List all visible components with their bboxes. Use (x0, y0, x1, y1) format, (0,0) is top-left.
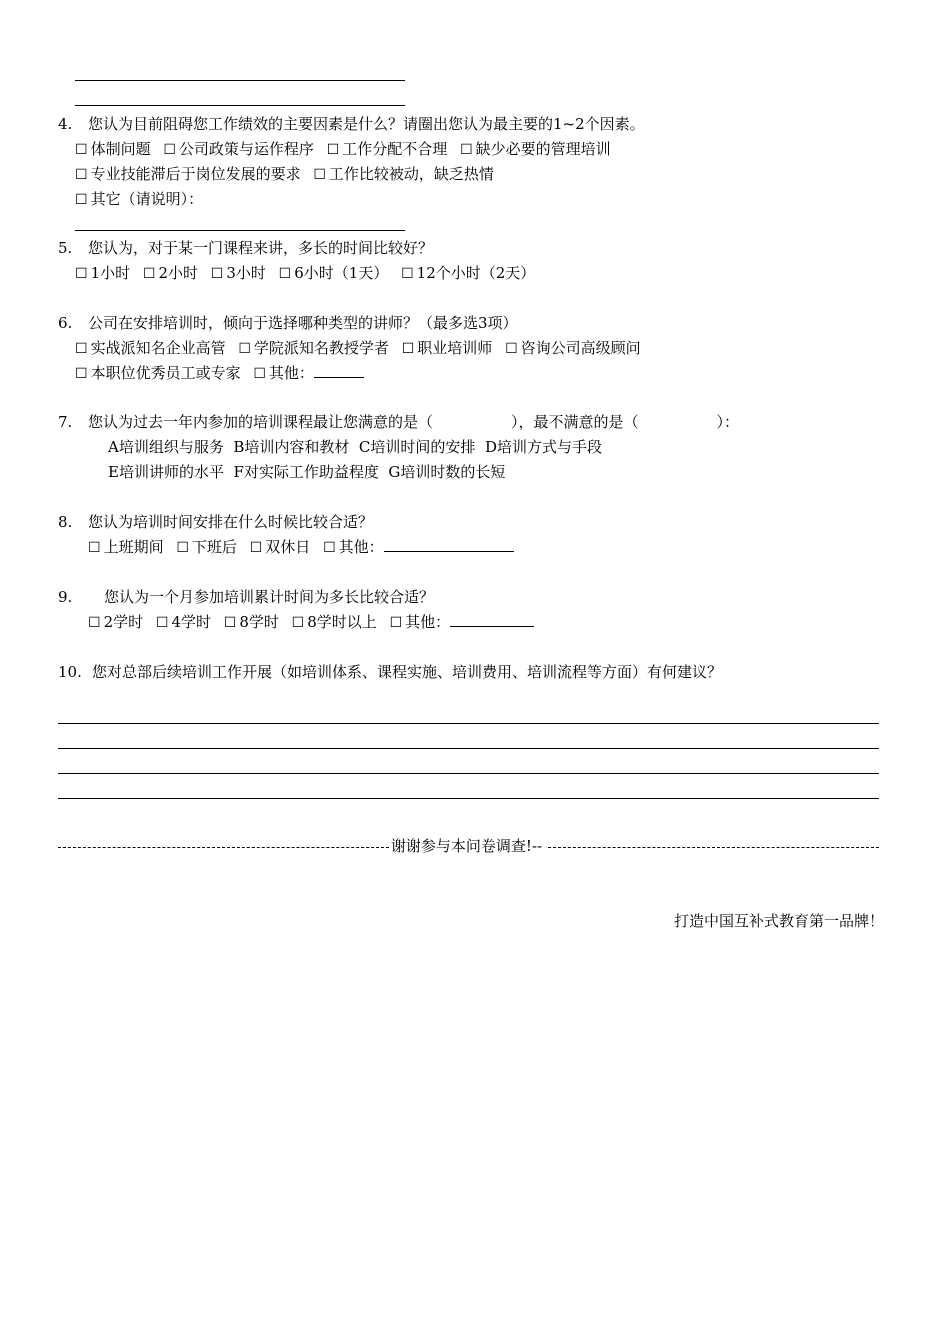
question-7 (58, 412, 739, 432)
q4-option[interactable]: ☐ 缺少必要的管理培训 (460, 140, 611, 158)
q4-option[interactable]: ☐ 专业技能滞后于岗位发展的要求 (75, 165, 301, 183)
divider-dashes-left (58, 847, 389, 848)
question-text: 您认为过去一年内参加的培训课程最让您满意的是（ (88, 413, 434, 431)
question-number: 4. (58, 115, 73, 133)
q5-option[interactable]: ☐ 1小时 (75, 264, 131, 282)
checkbox-icon[interactable]: ☐ (401, 266, 414, 282)
question-number: 5. (58, 239, 73, 257)
q4-options-row-3 (75, 189, 211, 210)
question-text: 您认为培训时间安排在什么时候比较合适？ (88, 513, 374, 531)
checkbox-icon[interactable]: ☐ (291, 615, 305, 631)
checkbox-icon[interactable]: ☐ (163, 142, 176, 158)
checkbox-icon[interactable]: ☐ (210, 266, 224, 282)
checkbox-icon[interactable]: ☐ (238, 341, 251, 357)
q9-option[interactable]: ☐ 8学时 (223, 613, 279, 631)
q8-option[interactable]: ☐ 下班后 (176, 538, 237, 556)
checkbox-icon[interactable]: ☐ (142, 266, 156, 282)
checkbox-icon[interactable]: ☐ (75, 192, 88, 208)
answer-line[interactable] (75, 80, 405, 81)
q8-option[interactable]: ☐ 双休日 (249, 538, 311, 556)
thanks-footer (58, 836, 879, 856)
q6-options-row-1 (75, 338, 649, 359)
question-8 (58, 512, 373, 532)
answer-line[interactable] (75, 105, 405, 106)
suggestion-answer-line[interactable] (58, 773, 879, 774)
checkbox-icon[interactable]: ☐ (223, 615, 237, 631)
checkbox-icon[interactable]: ☐ (88, 615, 101, 631)
slogan: 打造中国互补式教育第一品牌！ (673, 912, 884, 930)
q8-option-other[interactable]: ☐ 其他： (323, 538, 514, 556)
thanks-text: 谢谢参与本问卷调查!-- (390, 837, 543, 855)
question-9 (58, 587, 434, 607)
checkbox-icon[interactable]: ☐ (253, 366, 266, 382)
q8-option[interactable]: ☐ 上班期间 (88, 538, 164, 556)
q4-option[interactable]: ☐ 公司政策与运作程序 (163, 140, 314, 158)
checkbox-icon[interactable]: ☐ (401, 341, 415, 357)
question-text: 您对总部后续培训工作开展（如培训体系、课程实施、培训费用、培训流程等方面）有何建议？ (92, 663, 723, 681)
checkbox-icon[interactable]: ☐ (75, 341, 88, 357)
suggestion-answer-line[interactable] (58, 798, 879, 799)
q6-option[interactable]: ☐ 咨询公司高级顾问 (505, 339, 641, 357)
question-4 (58, 114, 645, 134)
question-text: 您认为目前阻碍您工作绩效的主要因素是什么？请圈出您认为最主要的1~2个因素。 (88, 115, 645, 133)
checkbox-icon[interactable]: ☐ (313, 167, 326, 183)
checkbox-icon[interactable]: ☐ (75, 167, 88, 183)
question-10 (58, 662, 722, 682)
suggestion-answer-line[interactable] (58, 748, 879, 749)
q7-options-row-2: E培训讲师的水平 F对实际工作助益程度 G培训时数的长短 (108, 463, 506, 481)
q6-option-other[interactable]: ☐ 其他： (253, 364, 364, 382)
q4-options-row-2 (75, 164, 502, 185)
q4-option-other[interactable]: ☐ 其它（请说明）： (75, 190, 204, 208)
q9-option[interactable]: ☐ 2学时 (88, 613, 144, 631)
other-answer-line[interactable] (314, 363, 364, 378)
q5-option[interactable]: ☐ 2小时 (142, 264, 198, 282)
q7-options-row-1: A培训组织与服务 B培训内容和教材 C培训时间的安排 D培训方式与手段 (108, 438, 602, 456)
q8-options (88, 537, 514, 558)
checkbox-icon[interactable]: ☐ (75, 266, 88, 282)
q6-option[interactable]: ☐ 本职位优秀员工或专家 (75, 364, 241, 382)
question-text: ），最不满意的是（ (511, 413, 639, 431)
question-number: 9. (58, 588, 73, 606)
question-number: 8. (58, 513, 73, 531)
checkbox-icon[interactable]: ☐ (460, 142, 473, 158)
question-5 (58, 238, 433, 258)
q4-options-row-1 (75, 139, 619, 160)
question-number: 10. (58, 663, 82, 681)
q4-option[interactable]: ☐ 工作比较被动，缺乏热情 (313, 165, 494, 183)
checkbox-icon[interactable]: ☐ (88, 540, 101, 556)
checkbox-icon[interactable]: ☐ (323, 540, 336, 556)
other-answer-line[interactable] (450, 612, 534, 627)
q9-option-other[interactable]: ☐ 其他： (390, 613, 535, 631)
q4-option[interactable]: ☐ 工作分配不合理 (326, 140, 448, 158)
question-text: 您认为，对于某一门课程来讲，多长的时间比较好？ (88, 239, 434, 257)
suggestion-answer-line[interactable] (58, 723, 879, 724)
checkbox-icon[interactable]: ☐ (75, 366, 88, 382)
question-text: 您认为一个月参加培训累计时间为多长比较合适？ (104, 588, 435, 606)
q5-options (75, 263, 543, 284)
q9-option[interactable]: ☐ 4学时 (155, 613, 211, 631)
checkbox-icon[interactable]: ☐ (176, 540, 189, 556)
checkbox-icon[interactable]: ☐ (505, 341, 518, 357)
q6-option[interactable]: ☐ 学院派知名教授学者 (238, 339, 389, 357)
question-text: ）： (716, 413, 740, 431)
checkbox-icon[interactable]: ☐ (278, 266, 292, 282)
checkbox-icon[interactable]: ☐ (155, 615, 169, 631)
question-6 (58, 313, 518, 333)
question-text: 公司在安排培训时，倾向于选择哪种类型的讲师？（最多选3项） (88, 314, 518, 332)
checkbox-icon[interactable]: ☐ (326, 142, 340, 158)
q4-option[interactable]: ☐ 体制问题 (75, 140, 151, 158)
checkbox-icon[interactable]: ☐ (75, 142, 88, 158)
q6-option[interactable]: ☐ 实战派知名企业高管 (75, 339, 226, 357)
q6-option[interactable]: ☐ 职业培训师 (401, 339, 493, 357)
q9-options (88, 612, 534, 633)
q9-option[interactable]: ☐ 8学时以上 (291, 613, 377, 631)
answer-line[interactable] (75, 230, 405, 231)
question-number: 7. (58, 413, 73, 431)
divider-dashes-right (548, 847, 879, 848)
question-number: 6. (58, 314, 73, 332)
q5-option[interactable]: ☐ 3小时 (210, 264, 266, 282)
checkbox-icon[interactable]: ☐ (389, 615, 403, 631)
q6-options-row-2 (75, 363, 364, 384)
q5-option[interactable]: ☐ 6小时（1天） (278, 264, 389, 282)
q5-option[interactable]: ☐ 12个小时（2天） (401, 264, 536, 282)
other-answer-line[interactable] (384, 537, 514, 552)
checkbox-icon[interactable]: ☐ (249, 540, 263, 556)
